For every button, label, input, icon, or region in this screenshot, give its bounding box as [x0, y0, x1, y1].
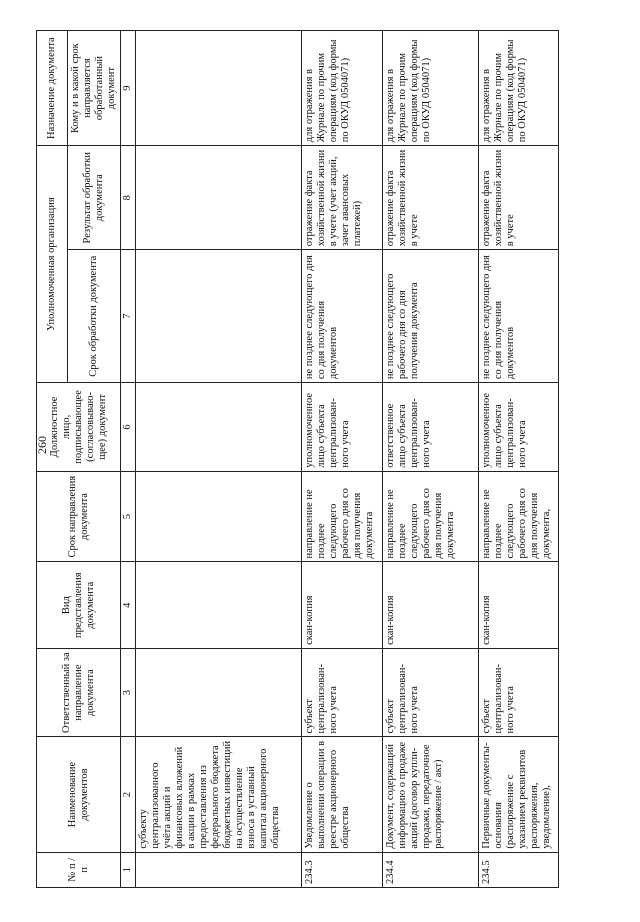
cell-official: [136, 383, 302, 472]
cell-name: Первичные документы-основания (распоряжение с указанием реквизитов распоряжения, уведомление),: [479, 737, 559, 852]
cell-num: 234.4: [383, 852, 479, 887]
table-row: [302, 31, 383, 888]
col-number: 6: [121, 383, 136, 472]
header-auth-deadline: Срок обработки документа: [68, 250, 121, 383]
col-number: 2: [121, 737, 136, 852]
cell-type: скан-копия: [302, 562, 383, 648]
cell-type: [136, 562, 302, 648]
header-responsible: Ответственный за направление документа: [37, 648, 121, 737]
cell-result: отражение факта хозяйственной жизни в учете (учет акций, зачет авансовых платежей): [302, 146, 383, 250]
cell-official: уполномоченное лицо субъекта централизован-ного учета: [479, 383, 559, 472]
table-row: [383, 31, 479, 888]
col-number: 8: [121, 146, 136, 250]
cell-num: 234.3: [302, 852, 383, 887]
col-number: 3: [121, 648, 136, 737]
cell-responsible: субъект централизован-ного учета: [302, 648, 383, 737]
cell-deadline: направление не позднее следующего рабочего дня со дня получения документа,: [479, 471, 559, 562]
cell-purpose: для отражения в Журнале по прочим операциям (код формы по ОКУД 0504071): [479, 31, 559, 146]
cell-purpose: для отражения в Журнале по прочим операциям (код формы по ОКУД 0504071): [302, 31, 383, 146]
cell-type: скан-копия: [383, 562, 479, 648]
cell-name: Уведомление о выполнении операции в реестре акционерного общества: [302, 737, 383, 852]
header-official: Должностное лицо, подписывающее (согласовываю-щее) документ: [37, 383, 121, 472]
cell-proc-deadline: не позднее следующего дня со дня получения документов: [479, 250, 559, 383]
cell-proc-deadline: не позднее следующего рабочего дня со дня получения документа: [383, 250, 479, 383]
cell-result: отражение факта хозяйственной жизни в учете: [479, 146, 559, 250]
cell-name: Документ, содержащий информацию о продаже акций (договор купли-продажи, передаточное распоряжение / акт): [383, 737, 479, 852]
cell-proc-deadline: не позднее следующего дня со дня получения документов: [302, 250, 383, 383]
header-name: Наименование документов: [37, 737, 121, 852]
cell-official: уполномоченное лицо субъекта централизован-ного учета: [302, 383, 383, 472]
cell-responsible: субъект централизован-ного учета: [479, 648, 559, 737]
table-row: [136, 31, 302, 888]
header-purpose-sub: Кому и в какой срок направляется обработанный документ: [68, 31, 121, 146]
header-purpose: Назначение документа: [37, 31, 68, 146]
header-auth-result: Результат обработки документа: [68, 146, 121, 250]
page-number: 260: [35, 436, 49, 454]
cell-result: [136, 146, 302, 250]
cell-deadline: [136, 471, 302, 562]
cell-deadline: направление не позднее следующего рабочего дня со дня получения документа: [383, 471, 479, 562]
col-number: 9: [121, 31, 136, 146]
cell-num: [136, 852, 302, 887]
col-number: 7: [121, 250, 136, 383]
cell-result: отражение факта хозяйственной жизни в учете: [383, 146, 479, 250]
cell-responsible: [136, 648, 302, 737]
header-authorized-org: Уполномоченная организация: [37, 146, 68, 383]
header-num: № п / п: [37, 852, 121, 887]
cell-num: 234.5: [479, 852, 559, 887]
cell-purpose: [136, 31, 302, 146]
cell-purpose: для отражения в Журнале по прочим операциям (код формы по ОКУД 0504071): [383, 31, 479, 146]
header-type: Вид представления документа: [37, 562, 121, 648]
header-deadline: Срок направления документа: [37, 471, 121, 562]
cell-proc-deadline: [136, 250, 302, 383]
document-flow-table: [36, 30, 559, 888]
cell-official: ответственное лицо субъекта централизован-ного учета: [383, 383, 479, 472]
cell-name: субъекту централизованного учёта акций и финансовых вложений в акции в рамках предоставления из федерального бюджета бюджетных инвестиций на осуществление взноса в уставный капитал акционерного общества: [136, 737, 302, 852]
cell-deadline: направление не позднее следующего рабочего дня со дня получения документа: [302, 471, 383, 562]
col-number: 5: [121, 471, 136, 562]
col-number: 4: [121, 562, 136, 648]
table-row: [479, 31, 559, 888]
cell-responsible: субъект централизован-ного учета: [383, 648, 479, 737]
cell-type: скан-копия: [479, 562, 559, 648]
rotated-table-container: [36, 30, 569, 888]
col-number: 1: [121, 852, 136, 887]
